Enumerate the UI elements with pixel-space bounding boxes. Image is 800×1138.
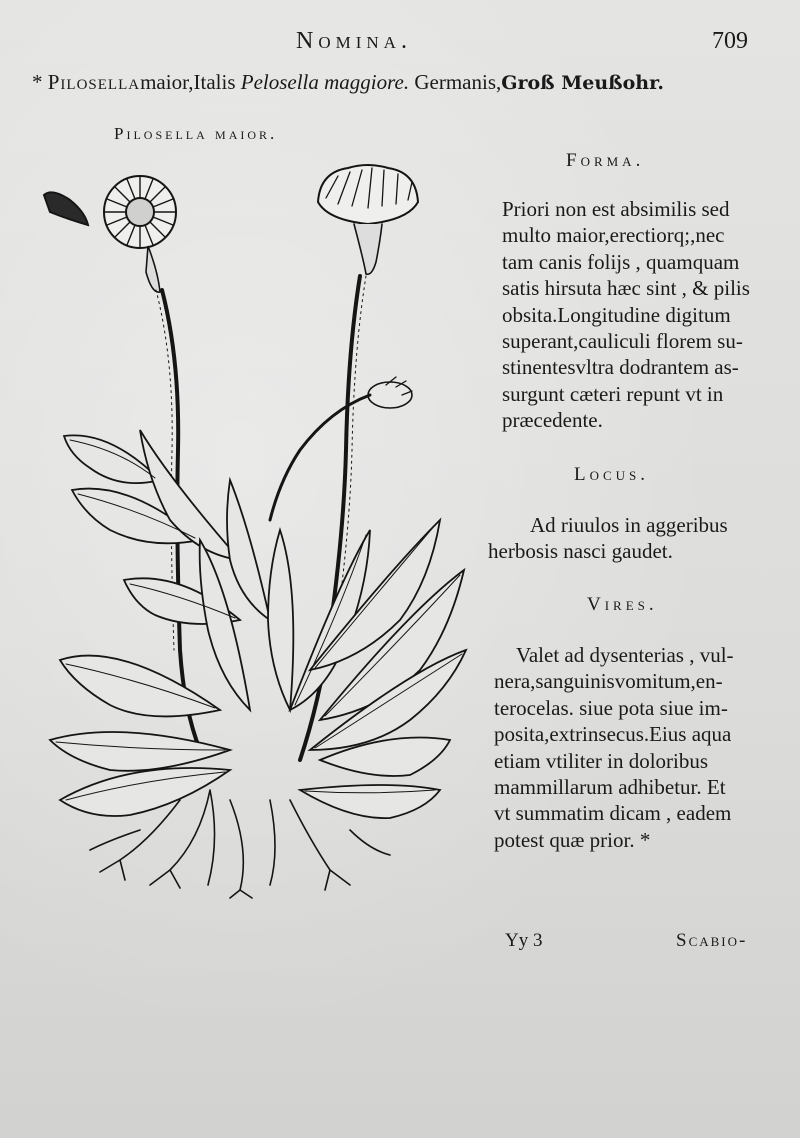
text-line: terocelas. siue pota siue im- (494, 695, 728, 720)
text-line: etiam vtiliter in doloribus (494, 748, 709, 773)
latin-name: Pilosella (47, 70, 141, 94)
section-heading-forma: Forma. (566, 150, 645, 171)
text-line: mammillarum adhibetur. Et (494, 775, 726, 800)
italian-name: Pelosella maggiore. (240, 70, 410, 94)
text-line: superant,cauliculi florem su- (502, 329, 743, 354)
section-text-vires (494, 642, 766, 853)
text-line: præcedente. (502, 408, 603, 433)
signature-mark: Yy 3 (505, 930, 543, 951)
text-line: nera,sanguinisvomitum,en- (494, 669, 723, 694)
text-line: herbosis nasci gaudet. (488, 539, 673, 564)
german-prefix: Germanis, (414, 70, 502, 94)
text-line: surgunt cæteri repunt vt in (502, 381, 724, 406)
text-line: satis hirsuta hæc sint , & pilis (502, 276, 750, 301)
pilosella-woodcut-illustration (30, 150, 470, 900)
catchword: Scabio- (676, 930, 748, 951)
figure-caption: Pilosella maior. (114, 124, 278, 143)
section-text-forma (502, 196, 764, 434)
italian-prefix: Italis (193, 70, 236, 94)
plant-names-line (32, 70, 664, 95)
running-title: Nomina. (296, 28, 412, 54)
section-text-locus (488, 512, 764, 565)
page-number: 709 (712, 28, 748, 54)
bleed-through-text (470, 175, 474, 198)
asterisk-marker: * (32, 70, 43, 94)
text-line: Valet ad dysenterias , vul- (516, 643, 734, 667)
text-line: Ad riuulos in aggeribus (530, 513, 728, 537)
text-line: Priori non est absimilis sed (502, 197, 730, 221)
text-line: posita,extrinsecus.Eius aqua (494, 722, 732, 747)
text-line: potest quæ prior. * (494, 827, 651, 852)
section-heading-locus: Locus. (574, 464, 650, 485)
text-line: stinentesvltra dodrantem as- (502, 355, 739, 380)
text-line: tam canis folijs , quamquam (502, 249, 740, 274)
text-line: multo maior,erectiorq;,nec (502, 223, 725, 248)
section-heading-vires: Vires. (587, 594, 658, 615)
text-line: vt summatim dicam , eadem (494, 801, 732, 826)
text-line: obsita.Longitudine digitum (502, 302, 731, 327)
latin-suffix: maior, (140, 70, 194, 94)
german-name: Groß Meußohr. (501, 72, 664, 94)
